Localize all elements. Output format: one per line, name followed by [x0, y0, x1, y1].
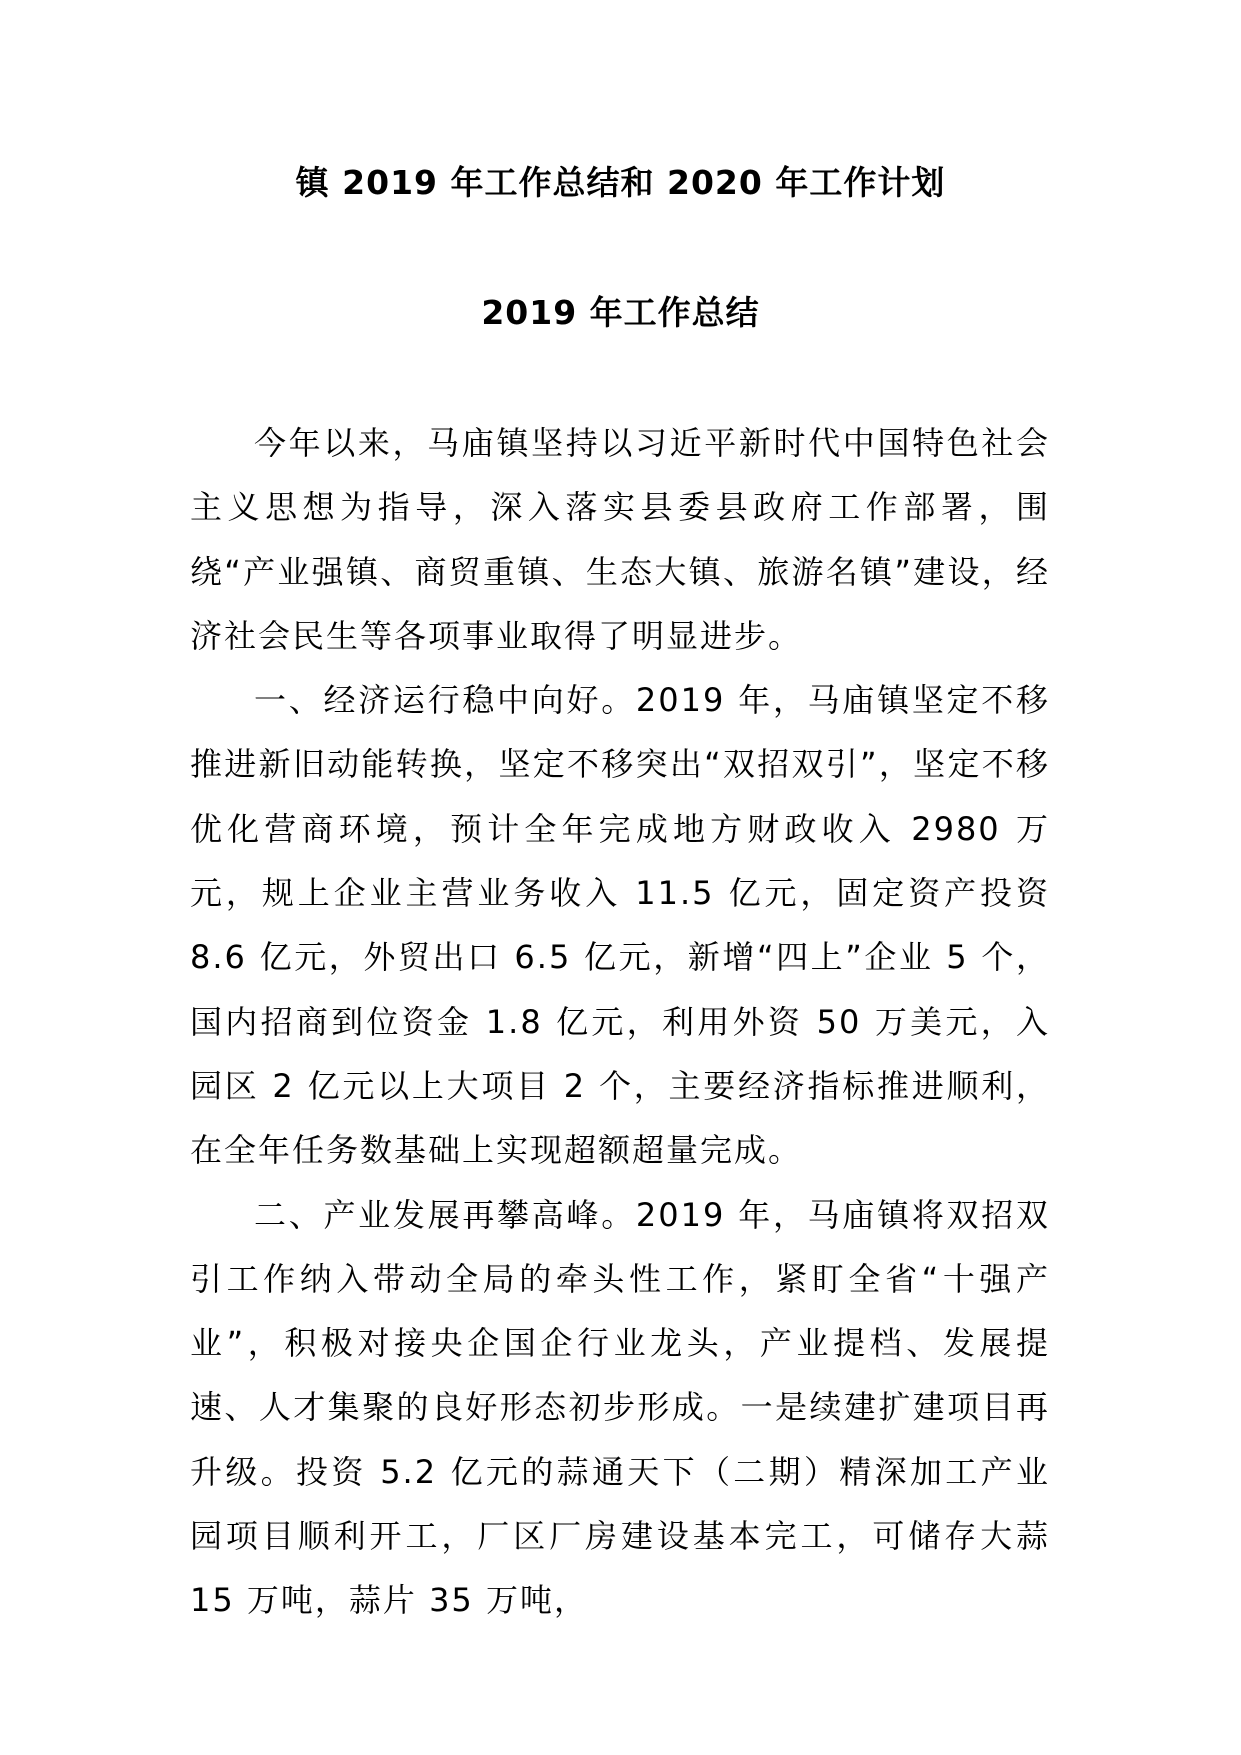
paragraph-intro: 今年以来，马庙镇坚持以习近平新时代中国特色社会主义思想为指导，深入落实县委县政府工作部署，围绕“产业强镇、商贸重镇、生态大镇、旅游名镇”建设，经济社会民生等各项事业取得了明显进步。: [190, 424, 1050, 655]
paragraph-economy: 一、经济运行稳中向好。2019 年，马庙镇坚定不移推进新旧动能转换，坚定不移突出“双招双引”，坚定不移优化营商环境，预计全年完成地方财政收入 2980 万元，规上企业主营业务收入 11.5 亿元，固定资产投资 8.6 亿元，外贸出口 6.5 亿元，新增“四上”企业 5 个，国内招商到位资金 1.8 亿元，利用外资 50 万美元，入园区 2 亿元以上大项目 2 个，主要经济指标推进顺利，在全年任务数基础上实现超额超量完成。: [190, 681, 1050, 1170]
paragraph-industry: 二、产业发展再攀高峰。2019 年，马庙镇将双招双引工作纳入带动全局的牵头性工作，紧盯全省“十强产业”，积极对接央企国企行业龙头，产业提档、发展提速、人才集聚的良好形态初步形成。一是续建扩建项目再升级。投资 5.2 亿元的蒜通天下（二期）精深加工产业园项目顺利开工，厂区厂房建设基本完工，可储存大蒜 15 万吨，蒜片 35 万吨，: [190, 1195, 1050, 1620]
document-title: 镇 2019 年工作总结和 2020 年工作计划: [295, 163, 946, 202]
section-title: 2019 年工作总结: [481, 293, 760, 332]
document-body: [190, 411, 1050, 1633]
